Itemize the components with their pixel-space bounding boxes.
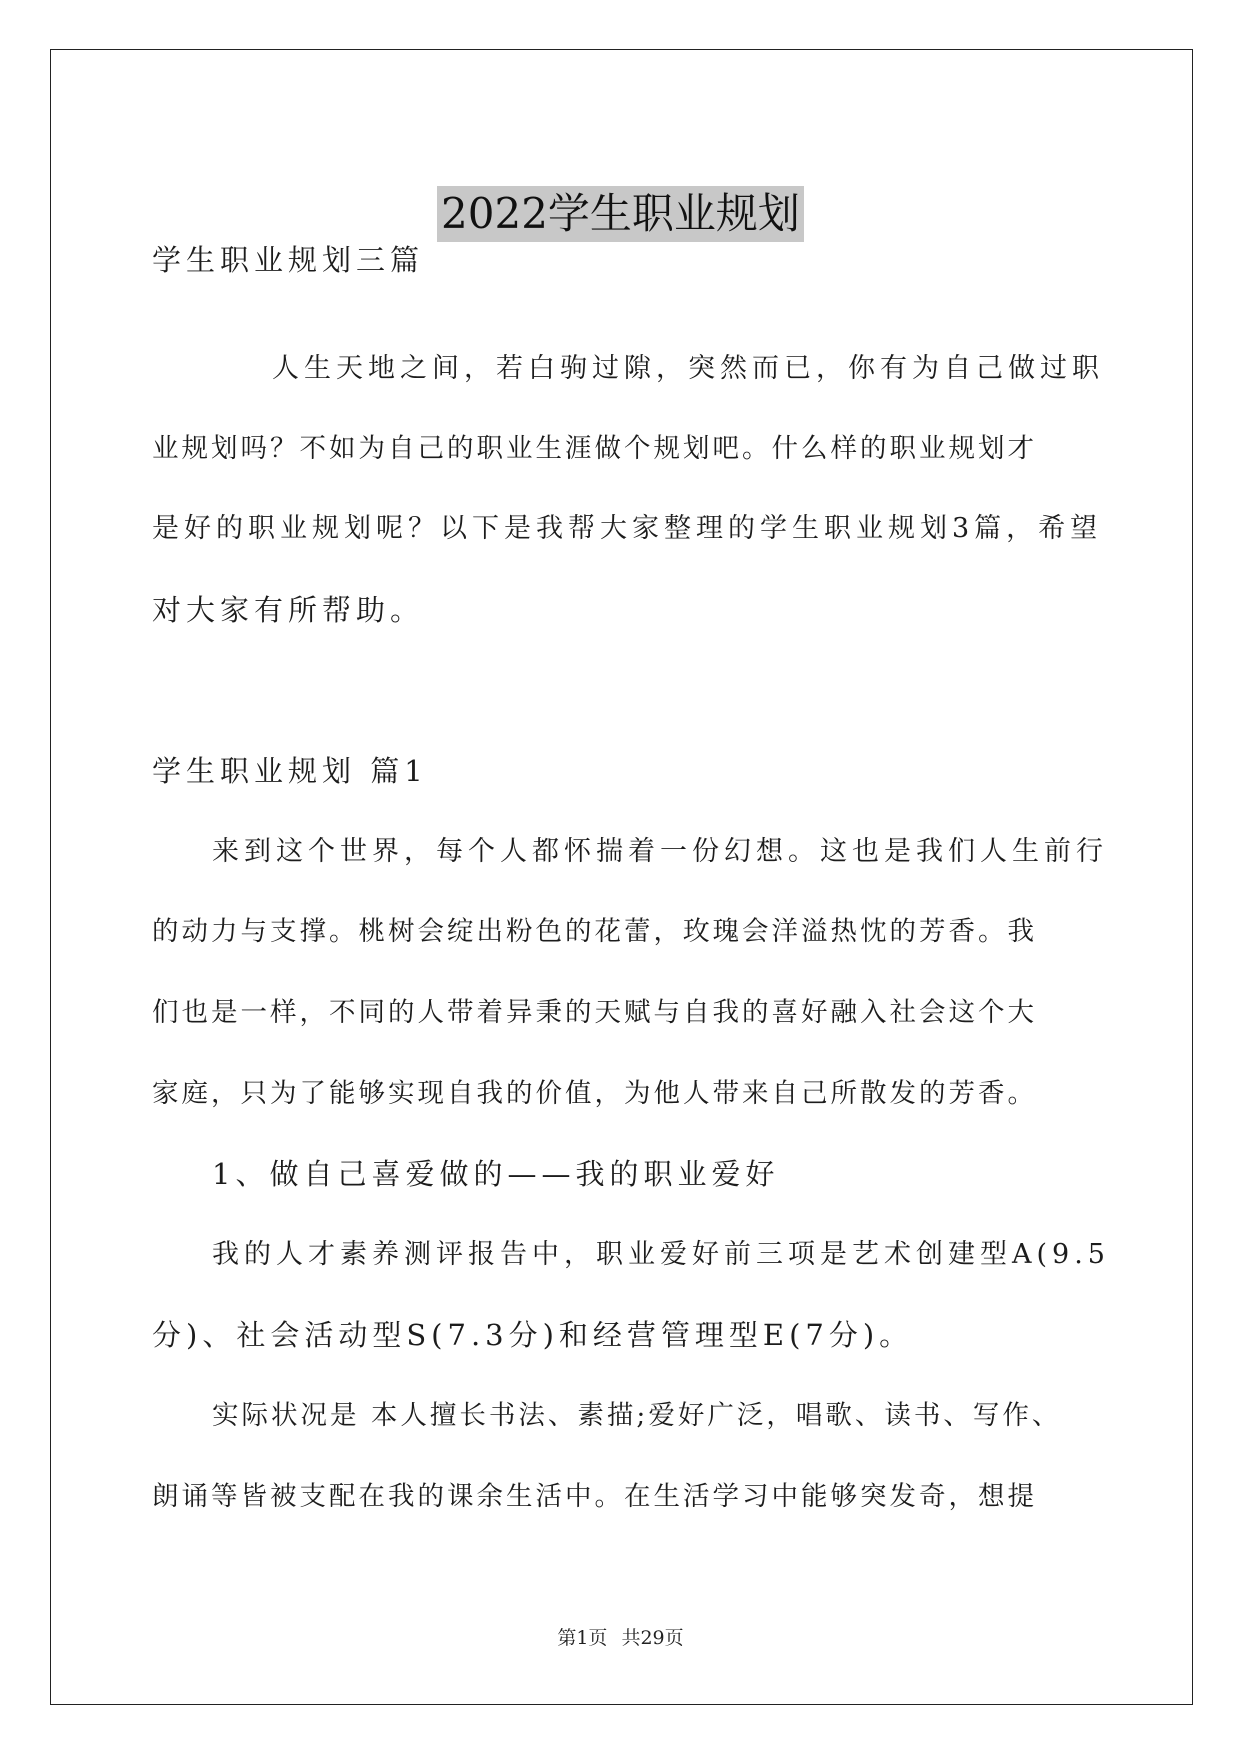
paragraph-line: 分)、社会活动型S(7.3分)和经营管理型E(7分)。 [152, 1318, 914, 1352]
paragraph-line: 的动力与支撑。桃树会绽出粉色的花蕾，玫瑰会洋溢热忱的芳香。我 [152, 916, 1037, 947]
paragraph-line: 是好的职业规划呢？以下是我帮大家整理的学生职业规划3篇，希望 [152, 513, 1103, 544]
page-total: 共29页 [621, 1627, 684, 1649]
paragraph-line: 们也是一样，不同的人带着异秉的天赋与自我的喜好融入社会这个大 [152, 997, 1037, 1028]
paragraph-line: 实际状况是 本人擅长书法、素描;爱好广泛，唱歌、读书、写作、 [212, 1400, 1062, 1431]
paragraph-line: 我的人才素养测评报告中，职业爱好前三项是艺术创建型A(9.5 [212, 1239, 1110, 1270]
paragraph-line: 来到这个世界，每个人都怀揣着一份幻想。这也是我们人生前行 [212, 836, 1108, 867]
paragraph-line: 朗诵等皆被支配在我的课余生活中。在生活学习中能够突发奇，想提 [152, 1481, 1037, 1512]
page-number: 第1页 [557, 1627, 608, 1649]
section-heading: 学生职业规划 篇1 [152, 754, 428, 788]
paragraph-line: 人生天地之间，若白驹过隙，突然而已，你有为自己做过职 [272, 353, 1104, 384]
page-border [50, 49, 1193, 1705]
subtitle-line: 学生职业规划三篇 [152, 243, 425, 277]
paragraph-line: 家庭，只为了能够实现自我的价值，为他人带来自己所散发的芳香。 [152, 1078, 1037, 1109]
subsection-heading: 1、做自己喜爱做的——我的职业爱好 [212, 1157, 780, 1191]
document-title: 2022学生职业规划 [437, 186, 804, 242]
page-footer [0, 1626, 1241, 1650]
paragraph-line: 业规划吗？不如为自己的职业生涯做个规划吧。什么样的职业规划才 [152, 433, 1037, 464]
paragraph-line: 对大家有所帮助。 [152, 593, 425, 627]
